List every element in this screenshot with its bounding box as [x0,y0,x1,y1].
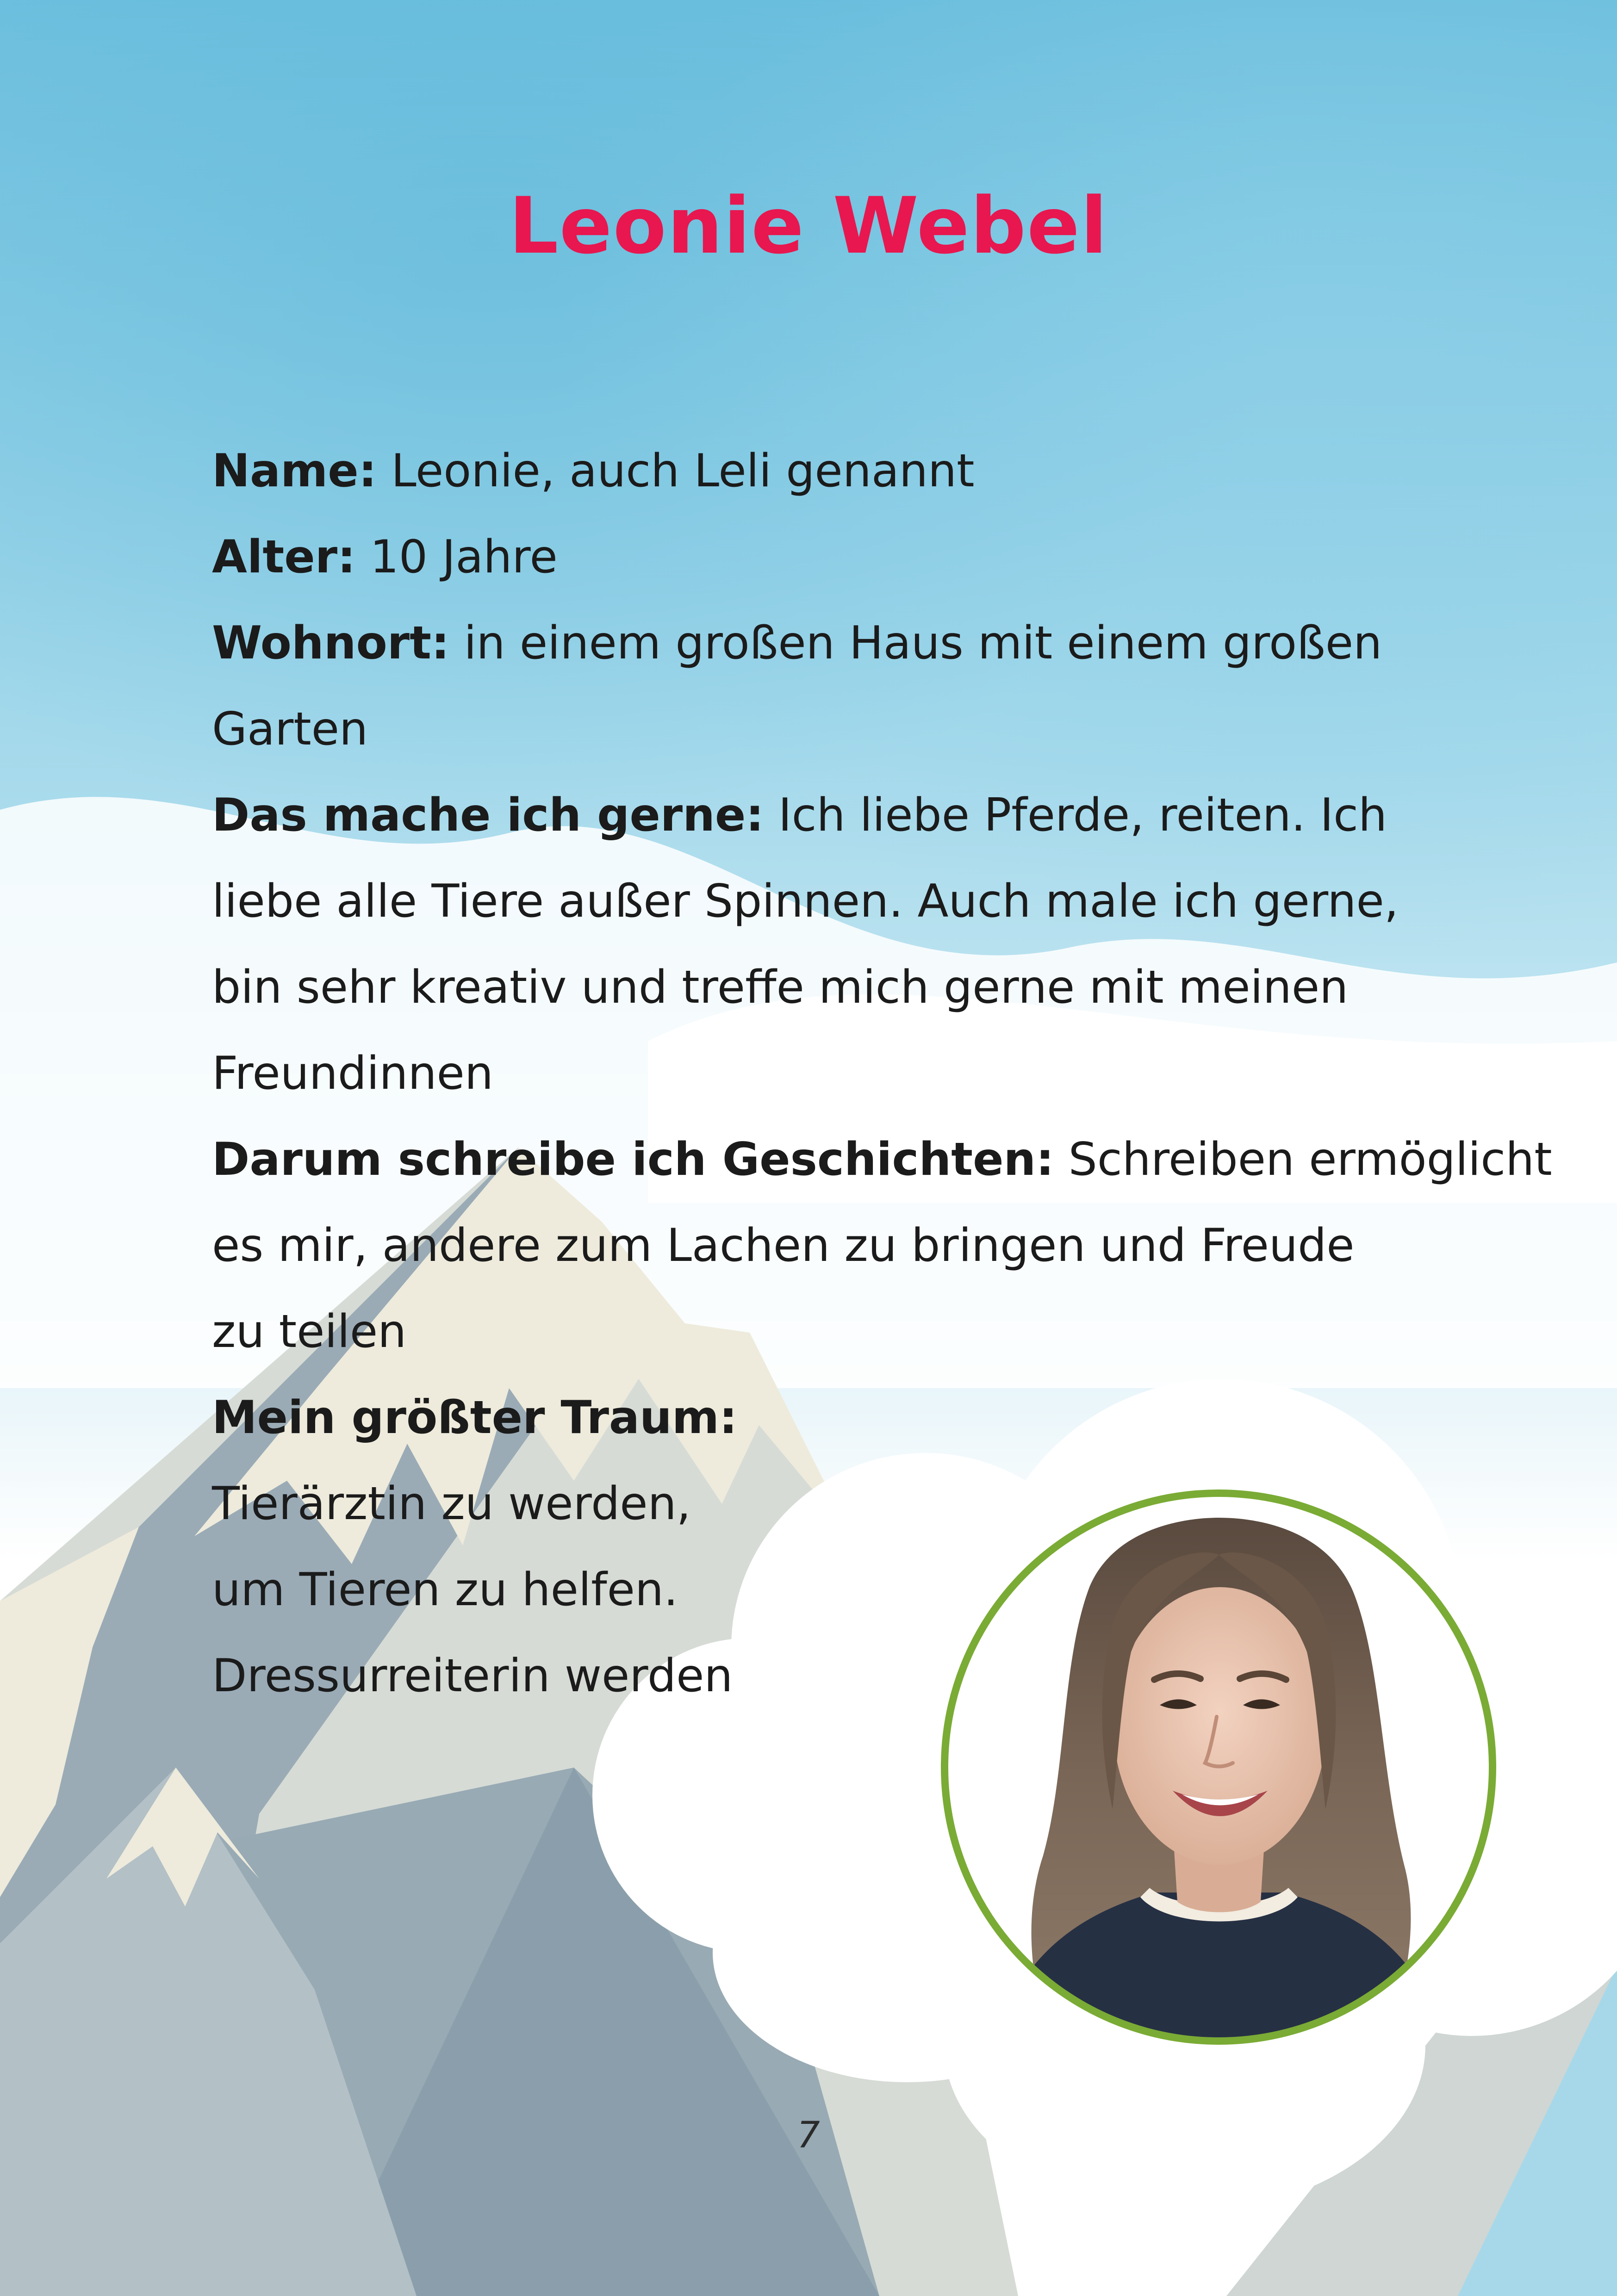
profile-line: zu teilen [212,1305,407,1358]
field-value: Leonie, auch Leli genannt [391,445,975,497]
field-label: Das mache ich gerne: [212,789,764,842]
field-value: in einem großen Haus mit einem großen [464,617,1382,670]
profile-line [212,1375,1462,1461]
profile-line: Dressurreiterin werden [212,1650,733,1702]
profile-line: um Tieren zu helfen. [212,1564,678,1616]
portrait-photo [937,1485,1500,2049]
field-label: Name: [212,445,377,497]
profile-line: Garten [212,703,368,756]
field-value: Ich liebe Pferde, reiten. Ich [778,789,1387,842]
profile-line: es mir, andere zum Lachen zu bringen und Freude [212,1219,1355,1272]
field-value: Schreiben ermöglicht [1068,1133,1552,1186]
field-label: Alter: [212,531,356,583]
page-number: 7 [797,2115,820,2156]
profile-line [212,1117,1552,1203]
page-title: Leonie Webel [509,180,1108,271]
profile-line [212,514,1462,600]
face [1113,1587,1326,1865]
profile-line [212,772,1462,858]
profile-line [212,428,1462,514]
field-label: Mein größter Traum: [212,1391,738,1444]
field-label: Wohnort: [212,617,450,670]
profile-line [212,600,1462,686]
profile-line: liebe alle Tiere außer Spinnen. Auch male ich gerne, [212,875,1399,928]
profile-line: Freundinnen [212,1047,493,1100]
profile-line: bin sehr kreativ und treffe mich gerne mit meinen [212,961,1349,1014]
field-value: 10 Jahre [370,531,558,583]
profile-line: Tierärztin zu werden, [212,1477,691,1530]
field-label: Darum schreibe ich Geschichten: [212,1133,1054,1186]
